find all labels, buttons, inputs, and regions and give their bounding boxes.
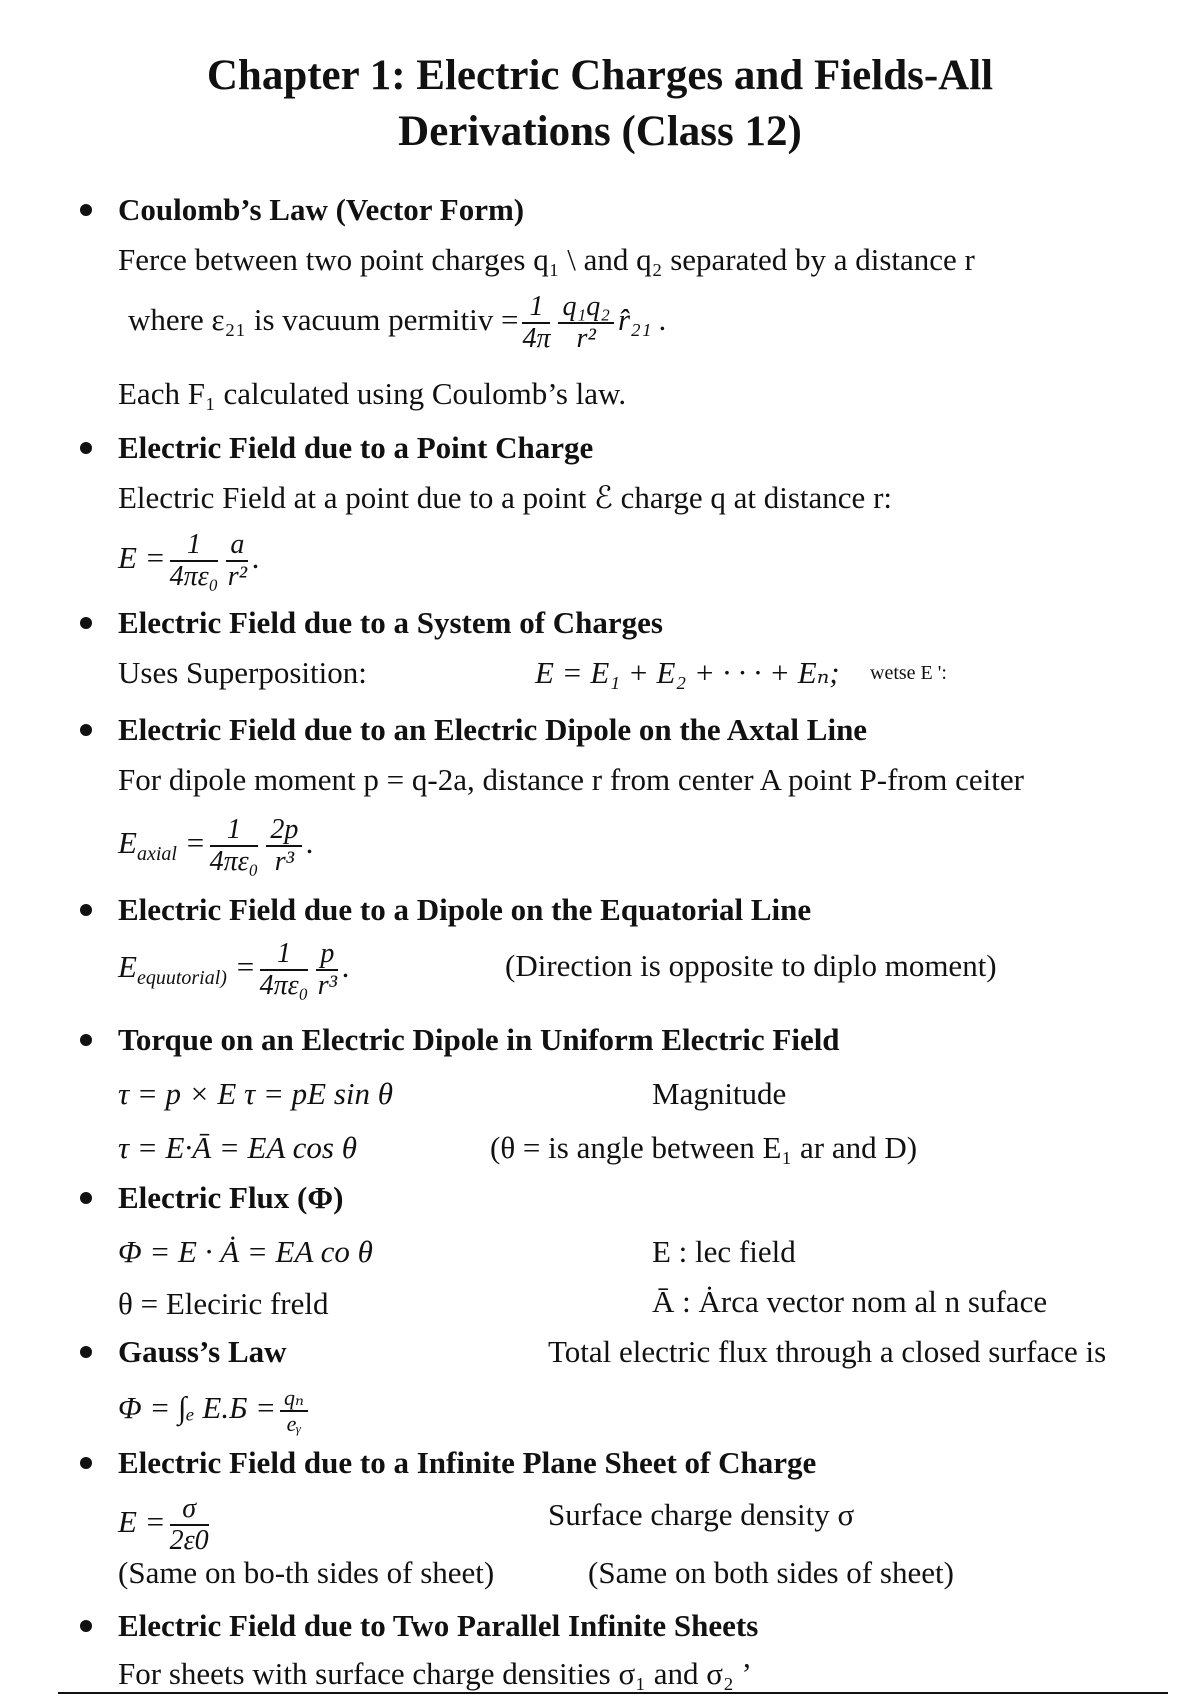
note-text: Total electric flux through a closed surface is bbox=[548, 1334, 1107, 1369]
denominator: eᵧ bbox=[286, 1410, 302, 1436]
section-heading: Electric Field due to a Dipole on the Equatorial Line bbox=[118, 892, 812, 927]
fraction bbox=[558, 292, 613, 354]
body-text: For dipole moment p = q-2a, distance r from center A point P-from ceiter bbox=[118, 762, 1024, 797]
fraction bbox=[280, 1386, 308, 1436]
note-text: Ā : Ȧrca vector nom al n suface bbox=[652, 1284, 1048, 1319]
denominator: 4πε₀ bbox=[259, 969, 309, 1001]
equation: τ = p × E τ = pE sin θ bbox=[118, 1076, 393, 1111]
body-text: θ = Eleciric freld bbox=[118, 1286, 329, 1321]
page-title bbox=[0, 48, 1200, 160]
fraction bbox=[210, 815, 259, 877]
equals-sign: = bbox=[234, 949, 256, 984]
fraction bbox=[170, 1494, 209, 1556]
equation-lhs: E = bbox=[118, 1504, 166, 1539]
equation: E = E₁ + E₂ + · · · + Eₙ; bbox=[535, 655, 840, 690]
fraction bbox=[316, 939, 338, 1001]
section-heading: Gauss’s Law bbox=[118, 1334, 287, 1369]
body-text: where ε₂₁ is vacuum permitiv = bbox=[128, 302, 519, 337]
equation bbox=[118, 808, 314, 878]
bullet-icon bbox=[80, 617, 92, 629]
bullet-icon bbox=[80, 1034, 92, 1046]
body-text: For sheets with surface charge densities σ₁ and σ₂ ’ bbox=[118, 1656, 752, 1691]
numerator: σ bbox=[170, 1494, 209, 1526]
denominator: r³ bbox=[274, 845, 295, 877]
equation bbox=[118, 1487, 213, 1557]
subscript: axial bbox=[136, 843, 177, 866]
bullet-icon bbox=[80, 1192, 92, 1204]
bullet-icon bbox=[80, 724, 92, 736]
section-heading: Torque on an Electric Dipole in Uniform Electric Field bbox=[118, 1022, 840, 1057]
equation bbox=[118, 930, 350, 1004]
punctuation: . bbox=[342, 949, 351, 984]
section-heading: Electric Field due to Two Parallel Infinite Sheets bbox=[118, 1608, 759, 1643]
denominator: 4π bbox=[522, 322, 551, 354]
equation-lhs: E = bbox=[118, 540, 166, 575]
note-text: (Same on bo-th sides of sheet) bbox=[118, 1555, 495, 1590]
denominator: 2ε0 bbox=[169, 1524, 209, 1556]
section-heading: Electric Field due to an Electric Dipole on the Axtal Line bbox=[118, 712, 868, 747]
body-text: Uses Superposition: bbox=[118, 655, 367, 690]
fraction bbox=[226, 530, 248, 592]
unit-vector: r̂₂₁ . bbox=[617, 302, 668, 337]
equation bbox=[118, 523, 260, 593]
numerator: a bbox=[226, 530, 248, 562]
section-heading: Electric Field due to a Infinite Plane Sheet of Charge bbox=[118, 1445, 817, 1480]
numerator: qₙ bbox=[280, 1386, 308, 1412]
numerator: q₁q₂ bbox=[558, 292, 613, 324]
denominator: r³ bbox=[317, 969, 338, 1001]
bullet-icon bbox=[80, 204, 92, 216]
title-line-2: Derivations (Class 12) bbox=[398, 108, 802, 155]
bullet-icon bbox=[80, 1457, 92, 1469]
numerator: p bbox=[316, 939, 338, 971]
note-text: (θ = is angle between E₁ ar and D) bbox=[490, 1130, 918, 1165]
subscript: equutorial) bbox=[136, 967, 227, 990]
title-line-1: Chapter 1: Electric Charges and Fields-All bbox=[206, 52, 994, 99]
body-text: Ferce between two point charges q₁ \ and q₂ separated by a distance r bbox=[118, 242, 975, 277]
bottom-rule bbox=[58, 1692, 1168, 1694]
numerator: 2p bbox=[266, 815, 302, 847]
denominator: 4πε₀ bbox=[169, 560, 219, 592]
note-text: E : lec field bbox=[652, 1234, 796, 1269]
bullet-icon bbox=[80, 1620, 92, 1632]
numerator: 1 bbox=[522, 292, 550, 324]
equals-sign: = bbox=[184, 825, 206, 860]
section-heading: Electric Field due to a System of Charges bbox=[118, 605, 663, 640]
note-text: Magnitude bbox=[652, 1076, 787, 1111]
denominator: 4πε₀ bbox=[209, 845, 259, 877]
punctuation: . bbox=[306, 825, 315, 860]
bullet-icon bbox=[80, 442, 92, 454]
equation bbox=[128, 290, 668, 354]
denominator: r² bbox=[576, 322, 596, 354]
numerator: 1 bbox=[260, 939, 309, 971]
equation-symbol: E bbox=[118, 825, 137, 860]
body-text: Electric Field at a point due to a point ℰ charge q at distance r: bbox=[118, 480, 893, 515]
bullet-icon bbox=[80, 904, 92, 916]
fraction bbox=[266, 815, 302, 877]
section-heading: Electric Flux (Φ) bbox=[118, 1180, 344, 1215]
denominator: r² bbox=[227, 560, 248, 592]
equation-symbol: E bbox=[118, 949, 137, 984]
equation bbox=[118, 1378, 312, 1438]
note-text: (Same on both sides of sheet) bbox=[588, 1555, 954, 1590]
note-text: (Direction is opposite to diplo moment) bbox=[505, 948, 997, 983]
annotation-text: wetse E ': bbox=[870, 662, 947, 684]
numerator: 1 bbox=[170, 530, 219, 562]
section-heading: Electric Field due to a Point Charge bbox=[118, 430, 594, 465]
body-text: Each F₁ calculated using Coulomb’s law. bbox=[118, 376, 627, 411]
section-heading: Coulomb’s Law (Vector Form) bbox=[118, 192, 525, 227]
equation-lhs: Φ = ∫ₑ E.Ƃ = bbox=[118, 1390, 277, 1425]
equation: Φ = E · Ȧ = EA co θ bbox=[118, 1234, 373, 1269]
note-text: Surface charge density σ bbox=[548, 1497, 855, 1532]
fraction bbox=[260, 939, 309, 1001]
numerator: 1 bbox=[210, 815, 259, 847]
fraction bbox=[522, 292, 550, 354]
bullet-icon bbox=[80, 1346, 92, 1358]
punctuation: . bbox=[252, 540, 261, 575]
fraction bbox=[170, 530, 219, 592]
equation: τ = E·Ā = EA cos θ bbox=[118, 1130, 357, 1165]
